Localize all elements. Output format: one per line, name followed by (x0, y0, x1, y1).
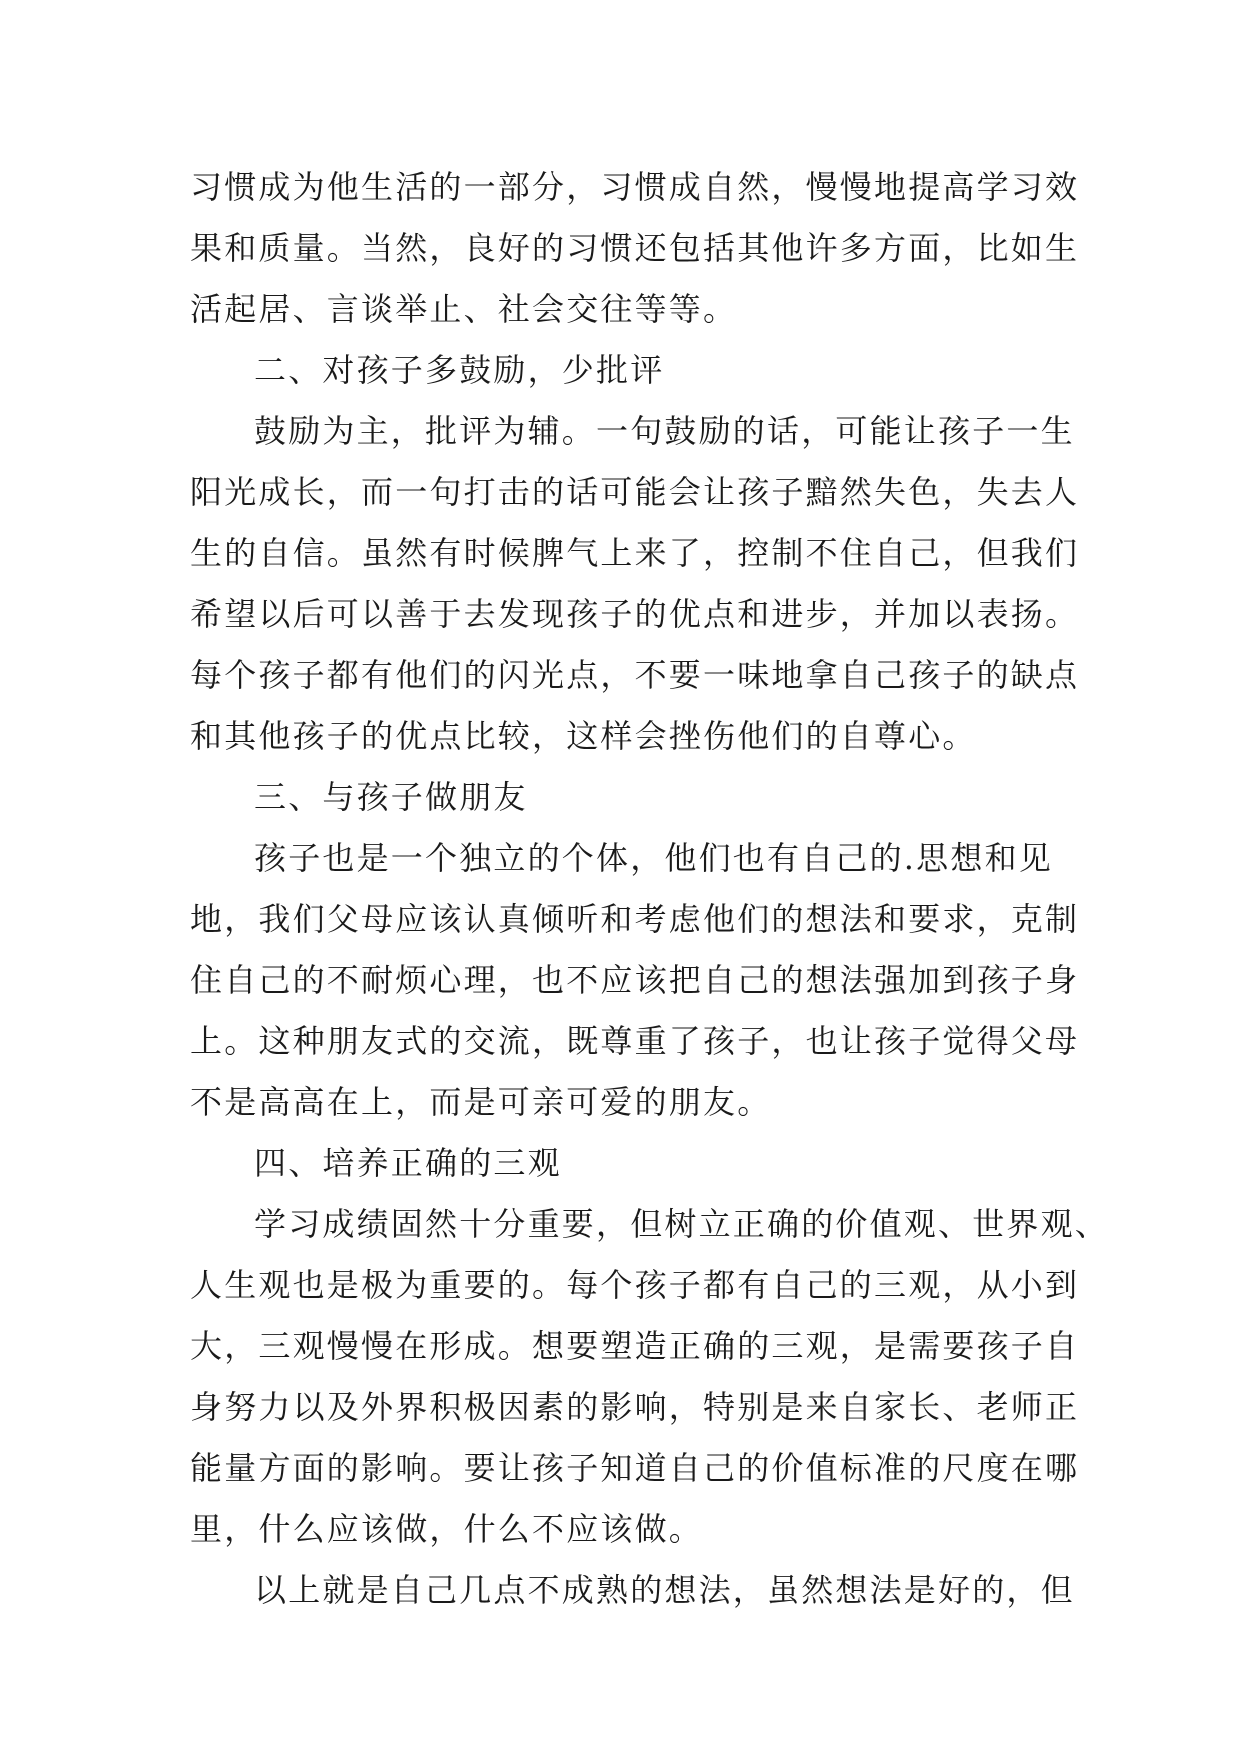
text-line: 地，我们父母应该认真倾听和考虑他们的想法和要求，克制 (190, 900, 1080, 938)
text-line: 上。这种朋友式的交流，既尊重了孩子，也让孩子觉得父母 (190, 1022, 1080, 1060)
text-line: 不是高高在上，而是可亲可爱的朋友。 (190, 1083, 772, 1121)
paragraph-start-line: 孩子也是一个独立的个体，他们也有自己的.思想和见 (254, 839, 1053, 877)
text-line: 和其他孩子的优点比较，这样会挫伤他们的自尊心。 (190, 717, 977, 755)
paragraph-start-line: 三、与孩子做朋友 (254, 778, 528, 816)
text-line: 希望以后可以善于去发现孩子的优点和进步，并加以表扬。 (190, 595, 1080, 633)
document-body (190, 157, 1110, 1621)
paragraph-start-line: 鼓励为主，批评为辅。一句鼓励的话，可能让孩子一生 (254, 412, 1075, 450)
text-line: 活起居、言谈举止、社会交往等等。 (190, 290, 738, 328)
text-line: 住自己的不耐烦心理，也不应该把自己的想法强加到孩子身 (190, 961, 1080, 999)
paragraph-start-line: 二、对孩子多鼓励，少批评 (254, 351, 665, 389)
paragraph-start-line: 以上就是自己几点不成熟的想法，虽然想法是好的，但 (254, 1571, 1075, 1609)
text-line: 人生观也是极为重要的。每个孩子都有自己的三观，从小到 (190, 1266, 1080, 1304)
text-line: 大，三观慢慢在形成。想要塑造正确的三观，是需要孩子自 (190, 1327, 1080, 1365)
text-line: 能量方面的影响。要让孩子知道自己的价值标准的尺度在哪 (190, 1449, 1080, 1487)
text-line: 生的自信。虽然有时候脾气上来了，控制不住自己，但我们 (190, 534, 1080, 572)
text-line: 果和质量。当然，良好的习惯还包括其他许多方面，比如生 (190, 229, 1080, 267)
text-line: 习惯成为他生活的一部分，习惯成自然，慢慢地提高学习效 (190, 168, 1080, 206)
paragraph-start-line: 四、培养正确的三观 (254, 1144, 562, 1182)
paragraph-start-line: 学习成绩固然十分重要，但树立正确的价值观、世界观、 (254, 1205, 1110, 1243)
text-line: 里，什么应该做，什么不应该做。 (190, 1510, 704, 1548)
text-line: 身努力以及外界积极因素的影响，特别是来自家长、老师正 (190, 1388, 1080, 1426)
text-line: 每个孩子都有他们的闪光点，不要一味地拿自己孩子的缺点 (190, 656, 1080, 694)
text-line: 阳光成长，而一句打击的话可能会让孩子黯然失色，失去人 (190, 473, 1080, 511)
